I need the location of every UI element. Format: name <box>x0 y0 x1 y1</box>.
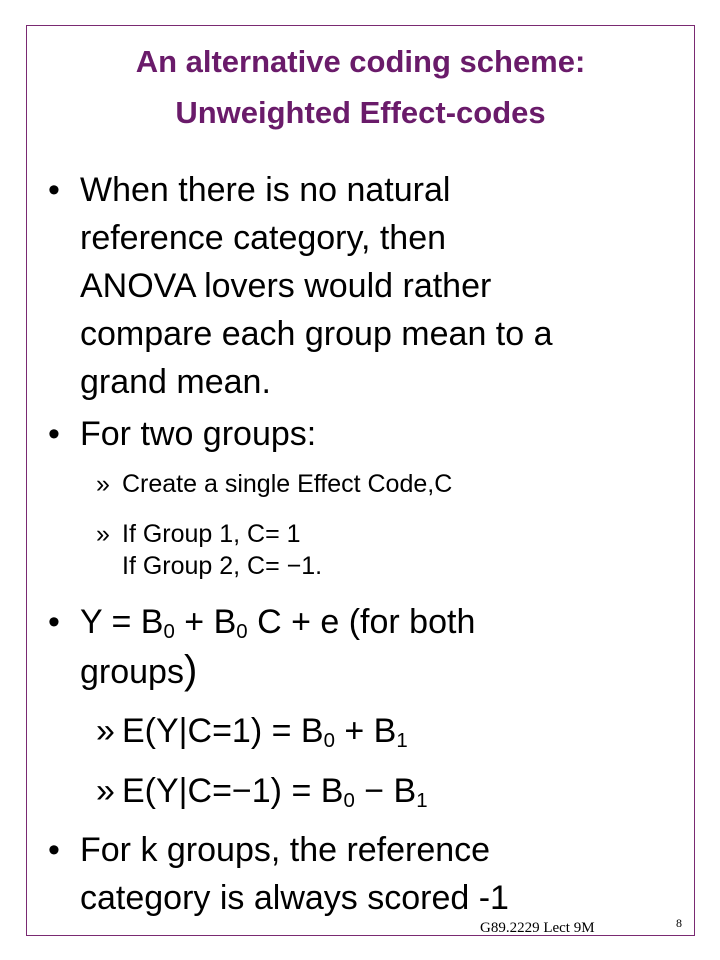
bullet-1-line: reference category, then <box>80 219 447 257</box>
bullet-1-line: compare each group mean to a <box>80 315 553 353</box>
sub-bullet-marker: » <box>96 520 110 548</box>
footer-page-number: 8 <box>676 916 682 930</box>
bullet-2-text: For two groups: <box>80 415 317 453</box>
sub-bullet-text: Create a single Effect Code,C <box>122 470 453 498</box>
model-equation-cont: groups) <box>80 648 198 692</box>
sub-bullet-text <box>122 516 322 584</box>
bullet-4-line: category is always scored -1 <box>80 879 509 917</box>
bullet-dot: • <box>48 831 60 869</box>
bullet-4-text <box>80 826 509 922</box>
model-equation: $Y = B_0 + B_0$ C + e (for both <box>80 603 476 644</box>
sub-bullet-marker: » <box>96 712 115 750</box>
sub-bullet-marker: » <box>96 470 110 498</box>
bullet-dot: • <box>48 415 60 453</box>
group2-code: If Group 2, C= −1. <box>122 552 323 580</box>
expectation-equation-1: $E(Y|C=1) = B_0 + B_1$ <box>122 712 408 753</box>
sub-bullet-marker: » <box>96 772 115 810</box>
slide-title-line1: An alternative coding scheme: <box>135 44 586 79</box>
bullet-dot: • <box>48 603 60 641</box>
expectation-equation-2: $E(Y|C=-1) = B_0 - B_1$ <box>122 772 428 813</box>
slide-title-line2: Unweighted Effect-codes <box>175 95 546 130</box>
bullet-4-line: For k groups, the reference <box>80 831 491 869</box>
bullet-1-line: ANOVA lovers would rather <box>80 267 492 305</box>
bullet-1-text <box>80 166 553 406</box>
bullet-1-line: grand mean. <box>80 363 271 401</box>
bullet-1-line: When there is no natural <box>80 171 451 209</box>
footer-lecture-label: G89.2229 Lect 9M <box>480 920 595 936</box>
bullet-dot: • <box>48 171 60 209</box>
bullet-3-text <box>80 598 475 696</box>
group1-code: If Group 1, C= 1 <box>122 520 301 548</box>
